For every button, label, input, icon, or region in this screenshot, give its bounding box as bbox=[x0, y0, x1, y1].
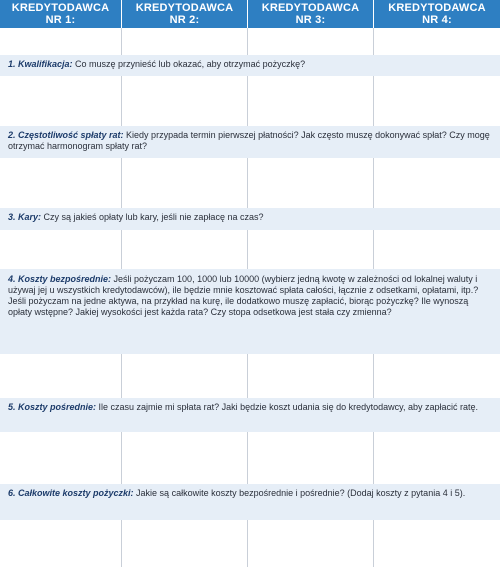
answer-row-5 bbox=[0, 432, 500, 484]
answer-cell[interactable] bbox=[122, 432, 248, 484]
answer-cell[interactable] bbox=[0, 432, 122, 484]
question-2-text: Kiedy przypada termin pierwszej płatności? Jak często muszę dokonywać spłat? Czy mogę otrzymać harmonogram spłaty rat? bbox=[8, 130, 490, 151]
answer-row-6 bbox=[0, 520, 500, 567]
lender-1-label: KREDYTODAWCA bbox=[11, 2, 110, 14]
answer-cell[interactable] bbox=[374, 28, 500, 55]
question-6 bbox=[0, 484, 500, 520]
answer-row-2 bbox=[0, 158, 500, 208]
answer-cell[interactable] bbox=[248, 432, 374, 484]
answer-row-3 bbox=[0, 230, 500, 269]
answer-cell[interactable] bbox=[374, 432, 500, 484]
lender-4-header bbox=[374, 0, 500, 28]
lender-3-label: KREDYTODAWCA bbox=[261, 2, 360, 14]
answer-cell[interactable] bbox=[248, 158, 374, 208]
answer-cell[interactable] bbox=[0, 520, 122, 567]
question-5 bbox=[0, 398, 500, 432]
question-6-text: Jakie są całkowite koszty bezpośrednie i pośrednie? (Dodaj koszty z pytania 4 i 5). bbox=[133, 488, 466, 498]
lender-2-header bbox=[122, 0, 248, 28]
question-2-title: 2. Częstotliwość spłaty rat: bbox=[8, 130, 124, 140]
lender-4-label: KREDYTODAWCA bbox=[388, 2, 486, 14]
answer-cell[interactable] bbox=[0, 158, 122, 208]
question-3 bbox=[0, 208, 500, 230]
question-2 bbox=[0, 126, 500, 158]
answer-cell[interactable] bbox=[0, 354, 122, 398]
question-4-title: 4. Koszty bezpośrednie: bbox=[8, 274, 112, 284]
lender-3-header bbox=[248, 0, 374, 28]
lender-1-header bbox=[0, 0, 122, 28]
answer-cell[interactable] bbox=[122, 28, 248, 55]
answer-cell[interactable] bbox=[122, 520, 248, 567]
question-6-title: 6. Całkowite koszty pożyczki: bbox=[8, 488, 134, 498]
answer-cell[interactable] bbox=[0, 76, 122, 126]
answer-cell[interactable] bbox=[248, 230, 374, 269]
question-1-title: 1. Kwalifikacja: bbox=[8, 59, 73, 69]
lender-4-number: NR 4: bbox=[422, 14, 452, 26]
answer-cell[interactable] bbox=[122, 230, 248, 269]
question-5-text: Ile czasu zajmie mi spłata rat? Jaki będzie koszt udania się do kredytodawcy, aby zapłacić ratę. bbox=[96, 402, 479, 412]
answer-cell[interactable] bbox=[374, 354, 500, 398]
answer-cell[interactable] bbox=[374, 158, 500, 208]
question-1 bbox=[0, 55, 500, 76]
lender-2-number: NR 2: bbox=[169, 14, 200, 26]
answer-cell[interactable] bbox=[374, 76, 500, 126]
answer-row-0 bbox=[0, 28, 500, 55]
question-3-title: 3. Kary: bbox=[8, 212, 42, 222]
question-3-text: Czy są jakieś opłaty lub kary, jeśli nie zapłacę na czas? bbox=[41, 212, 264, 222]
question-1-text: Co muszę przynieść lub okazać, aby otrzymać pożyczkę? bbox=[72, 59, 306, 69]
answer-row-1 bbox=[0, 76, 500, 126]
answer-cell[interactable] bbox=[0, 28, 122, 55]
answer-cell[interactable] bbox=[122, 76, 248, 126]
answer-cell[interactable] bbox=[248, 28, 374, 55]
lender-3-number: NR 3: bbox=[295, 14, 326, 26]
lender-header-row bbox=[0, 0, 500, 28]
lender-1-number: NR 1: bbox=[45, 14, 76, 26]
answer-row-4 bbox=[0, 354, 500, 398]
answer-cell[interactable] bbox=[248, 76, 374, 126]
answer-cell[interactable] bbox=[248, 354, 374, 398]
answer-cell[interactable] bbox=[374, 230, 500, 269]
answer-cell[interactable] bbox=[122, 354, 248, 398]
answer-cell[interactable] bbox=[374, 520, 500, 567]
question-5-title: 5. Koszty pośrednie: bbox=[8, 402, 97, 412]
answer-cell[interactable] bbox=[248, 520, 374, 567]
answer-cell[interactable] bbox=[0, 230, 122, 269]
answer-cell[interactable] bbox=[122, 158, 248, 208]
question-4 bbox=[0, 269, 500, 354]
question-4-text: Jeśli pożyczam 100, 1000 lub 10000 (wybierz jedną kwotę w zależności od lokalnej waluty i używaj jej u wszystkich kredytodawców), ile będzie mnie kosztować spłata całości, łącznie z odsetkami, opłatami, itp.? Jeśli pożyczam na jedne aktywa, na przykład na kurę, ile dodatkowo muszę zapłacić, biorąc pożyczkę? Ile wynoszą opłaty wstępne? Jakiej wysokości jest każda rata? Czy stopa odsetkowa jest stała czy zmienna? bbox=[8, 274, 479, 317]
lender-2-label: KREDYTODAWCA bbox=[135, 2, 234, 14]
